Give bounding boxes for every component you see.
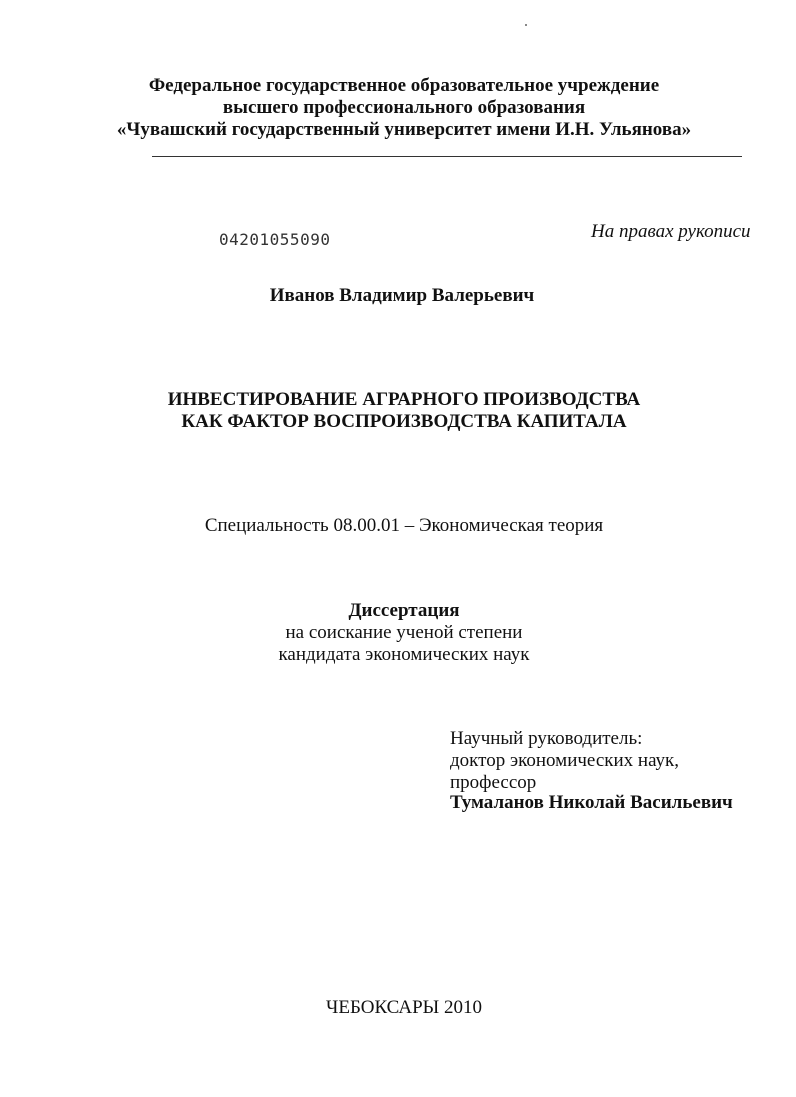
supervisor-name: Тумаланов Николай Васильевич <box>450 792 733 813</box>
institution-line-1: Федеральное государственное образовательное учреждение <box>148 75 660 96</box>
degree-line-1: на соискание ученой степени <box>285 622 523 643</box>
manuscript-note: На правах рукописи <box>591 221 751 242</box>
institution-line-2: высшего профессионального образования <box>222 97 586 118</box>
dissertation-title-line-2: КАК ФАКТОР ВОСПРОИЗВОДСТВА КАПИТАЛА <box>181 411 627 432</box>
specialty-line: Специальность 08.00.01 – Экономическая теория <box>204 515 604 536</box>
registration-number: 04201055090 <box>219 230 331 249</box>
supervisor-degree: доктор экономических наук, <box>450 750 680 771</box>
supervisor-rank: профессор <box>450 772 537 793</box>
author-name: Иванов Владимир Валерьевич <box>269 285 535 306</box>
supervisor-label: Научный руководитель: <box>450 728 643 749</box>
scan-speck <box>525 24 527 26</box>
dissertation-heading: Диссертация <box>348 600 460 621</box>
header-divider <box>152 156 742 157</box>
city-year: ЧЕБОКСАРЫ 2010 <box>326 997 482 1018</box>
dissertation-title-line-1: ИНВЕСТИРОВАНИЕ АГРАРНОГО ПРОИЗВОДСТВА <box>167 389 641 410</box>
institution-line-3: «Чувашский государственный университет имени И.Н. Ульянова» <box>116 119 692 140</box>
degree-line-2: кандидата экономических наук <box>278 644 530 665</box>
